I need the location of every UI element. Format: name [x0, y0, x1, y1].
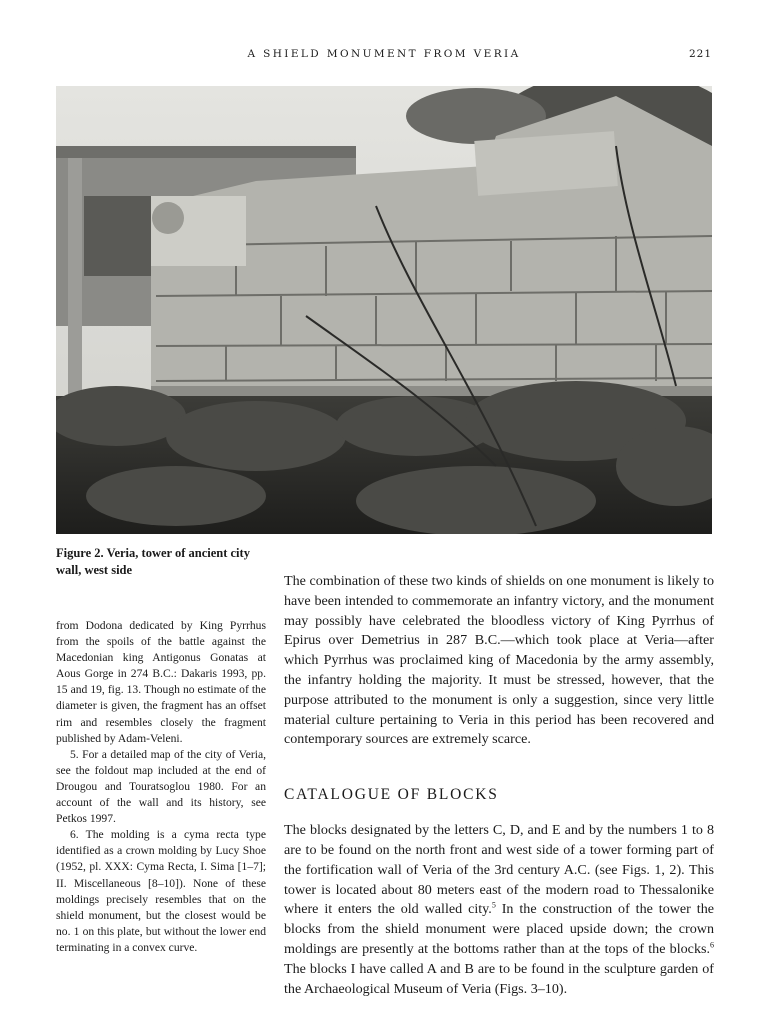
footnote-6: 6. The molding is a cyma recta type identified as a crown molding by Lucy Shoe (1952, pl. XXX: Cyma Recta, I. Sima [1–7]; II. Miscellaneous [8–10]). None of these moldings precisely resembles that on the shield monument, but the closest would be no. 1 on this plate, but without the lower end terminating in a convex curve.	[56, 828, 266, 954]
main-text	[284, 572, 714, 999]
body-text: In the construction of the tower the blocks from the shield monument were placed upside down; the crown moldings are presently at the bottoms rather than at the tops of the blocks.	[284, 901, 714, 957]
footnotes	[56, 618, 266, 956]
footnote-continued: from Dodona dedicated by King Pyrrhus from the spoils of the battle against the Macedonian king Antigonus Gonatas at Aous Gorge in 274 B.C.: Dakaris 1993, pp. 15 and 19, fig. 13. Though no estimate of the diameter is given, the fragment has an offset rim and resembles closely the fragment published by Adam-Veleni.	[56, 619, 266, 745]
footnote-ref[interactable]: 6	[710, 940, 714, 950]
page-number: 221	[688, 48, 712, 60]
body-paragraph	[284, 821, 714, 999]
figure-caption: Figure 2. Veria, tower of ancient city wall, west side	[56, 546, 250, 577]
running-head	[56, 46, 712, 62]
footnote-ref[interactable]: 5	[491, 900, 496, 910]
footnote-5: 5. For a detailed map of the city of Veria, see the foldout map included at the end of Drougou and Touratsoglou 1980. For an account of the wall and its history, see Petkos 1997.	[56, 747, 266, 826]
section-heading: CATALOGUE OF BLOCKS	[284, 786, 499, 804]
running-title: A SHIELD MONUMENT FROM VERIA	[247, 48, 521, 60]
figure-photo	[56, 86, 712, 534]
body-text: The blocks designated by the letters C, D, and E and by the numbers 1 to 8 are to be found on the north front and west side of a tower forming part of the fortification wall of Veria of the 3rd century A.C. (see Figs. 1, 2). This tower is located about 80 meters east of the modern road to Thessalonike where it enters the old walled city.	[284, 822, 714, 918]
wall-photograph	[56, 86, 712, 534]
body-text: The blocks I have called A and B are to be found in the sculpture garden of the Archaeological Museum of Veria (Figs. 3–10).	[284, 960, 714, 997]
body-paragraph: The combination of these two kinds of shields on one monument is likely to have been intended to commemorate an infantry victory, and the monument may possibly have celebrated the bloodless victory of King Pyrrhus of Epirus over Demetrius in 287 B.C.—which took place at Veria—after which Pyrrhus was proclaimed king of Macedonia by the army assembly, the infantry holding the majority. It must be stressed, however, that the purpose attributed to the monument is only a suggestion, since very little material culture pertaining to Veria in this period has been recovered and contemporary sources are extremely scarce.	[284, 573, 714, 748]
